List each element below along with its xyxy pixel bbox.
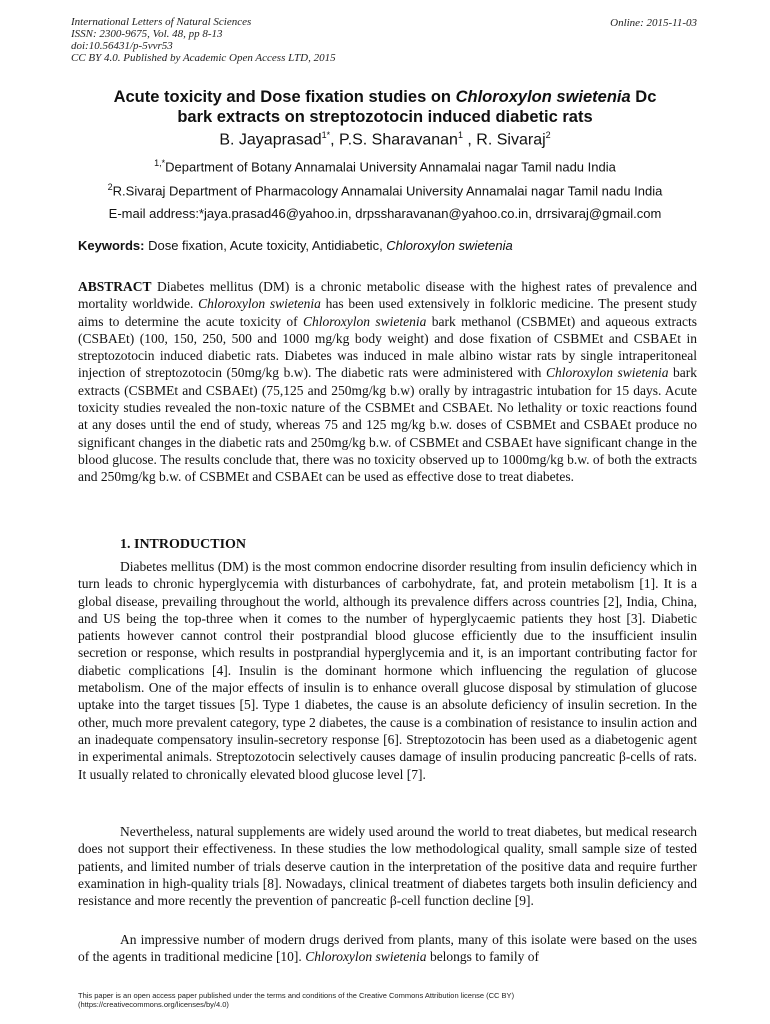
author-list bbox=[60, 130, 710, 149]
intro-paragraph-2: Nevertheless, natural supplements are widely used around the world to treat diabetes, but medical research does not support their effectiveness. In these studies the low methodological quality, small sample size of tested patients, and limited number of trials deserve caution in the interpretation of the positive data and require further examination in high-quality trials [8]. Nowadays, clinical treatment of diabetes targets both insulin deficiency and resistance and more recently the prevention of pancreatic β-cell function decline [9]. bbox=[78, 824, 697, 909]
affiliation-1 bbox=[60, 158, 710, 174]
intro-paragraph-1: Diabetes mellitus (DM) is the most common endocrine disorder resulting from insulin deficiency which in turn leads to chronic hyperglycemia with disturbances of carbohydrate, fat, and protein metabolism [1]. It is a global disease, prevailing throughout the world, although its prevalence differs across countries [2], India, China, and US being the top-three when it comes to the number of hyperglycaemic patients they host [3]. Diabetic patients however cannot control their postprandial blood glucose efficiently due to the insufficient insulin secretion or response, which results in postprandial hyperglycemia and it, is an important contributing factor for diabetic complications [4]. Insulin is the dominant hormone which influencing the regulation of glucose metabolism. One of the major effects of insulin is to enhance overall glucose disposal by stimulation of glucose uptake into the target tissues [5]. Type 1 diabetes, the cause is an absolute deficiency of insulin secretion. In the other, much more prevalent category, type 2 diabetes, the cause is a combination of resistance to insulin action and an inadequate compensatory insulin-secretory response [6]. Streptozotocin has been used as a diabetogenic agent in experimental animals. Streptozotocin selectively causes damage of insulin producing pancreatic β-cells of rats. It usually related to chronically elevated blood glucose level [7]. bbox=[78, 559, 698, 782]
title-line1-pre: Acute toxicity and Dose fixation studies on bbox=[113, 88, 456, 106]
title-species: Chloroxylon swietenia bbox=[455, 88, 631, 106]
abstract-text-4: bark extracts (CSBMEt and CSBAEt) (75,125 and 250mg/kg b.w) orally by intragastric intubation for 15 days. Acute toxicity studies revealed the non-toxic nature of the CSBMEt and CSBAEt. No lethality or toxic reactions found at any doses until the end of study, whereas 75 and 125 mg/kg b.w. doses of CSBMEt and CSBAEt produce no significant changes in the diabetic rats and 250mg/kg b.w. of CSBMEt and CSBAEt have significant change in the blood glucose. The results conclude that, there was no toxicity observed up to 1000mg/kg b.w. of both the extracts and 250mg/kg b.w. of CSBMEt and CSBAEt can be used as effective dose to treat diabetes. bbox=[78, 365, 697, 485]
affiliation-1-sup: 1,* bbox=[154, 158, 166, 168]
abstract bbox=[78, 278, 697, 486]
intro-p3-species: Chloroxylon swietenia bbox=[305, 949, 427, 965]
abstract-text-2: has been used extensively in folkloric medicine. The present study aims to determine the acute toxicity of bbox=[78, 296, 697, 329]
keywords bbox=[78, 238, 513, 253]
abstract-species-1: Chloroxylon swietenia bbox=[198, 296, 321, 312]
title-line2: bark extracts on streptozotocin induced diabetic rats bbox=[177, 108, 593, 126]
keywords-label: Keywords: bbox=[78, 238, 145, 253]
abstract-species-3: Chloroxylon swietenia bbox=[545, 365, 669, 381]
abstract-species-2: Chloroxylon swietenia bbox=[303, 313, 427, 329]
affiliation-1-text: Department of Botany Annamalai University Annamalai nagar Tamil nadu India bbox=[165, 159, 616, 175]
author-3: , R. Sivaraj bbox=[462, 131, 546, 149]
journal-name: International Letters of Natural Sciences bbox=[71, 16, 252, 28]
section-heading: 1. INTRODUCTION bbox=[120, 537, 247, 552]
author-2: , P.S. Sharavanan bbox=[330, 131, 458, 149]
doi-line: doi:10.56431/p-5vvr53 bbox=[71, 40, 173, 52]
license-footer bbox=[78, 991, 514, 1009]
abstract-label: ABSTRACT bbox=[78, 279, 152, 294]
license-line: CC BY 4.0. Published by Academic Open Access LTD, 2015 bbox=[71, 52, 336, 64]
affiliation-2-sup: 2 bbox=[107, 182, 113, 192]
intro-p3-text: An impressive number of modern drugs derived from plants, many of this isolate were based on the uses of the agents in traditional medicine [10]. bbox=[78, 932, 697, 965]
keywords-species: Chloroxylon swietenia bbox=[386, 238, 513, 253]
footer-line-2: (https://creativecommons.org/licenses/by/4.0) bbox=[78, 1000, 229, 1009]
keywords-text: Dose fixation, Acute toxicity, Antidiabetic, bbox=[144, 238, 387, 253]
author-1: B. Jayaprasad bbox=[219, 131, 322, 149]
intro-paragraph-3 bbox=[78, 931, 697, 966]
author-1-sup: 1* bbox=[321, 130, 331, 140]
author-2-sup: 1 bbox=[457, 130, 463, 140]
abstract-text-3: bark methanol (CSBMEt) and aqueous extracts (CSBAEt) (100, 150, 250, 500 and 1000 mg/kg body weight) and dose fixation of CSBMEt and CSBAEt in streptozotocin induced diabetic rats. Diabetes was induced in male albino wistar rats by single intraperitoneal injection of streptozotocin (50mg/kg b.w). The diabetic rats were administered with bbox=[78, 313, 697, 381]
affiliation-2-text: R.Sivaraj Department of Pharmacology Annamalai University Annamalai nagar Tamil nadu India bbox=[112, 183, 663, 199]
abstract-text-1: Diabetes mellitus (DM) is a chronic metabolic disease with the highest rates of prevalence and mortality worldwide. bbox=[78, 279, 697, 312]
online-date: Online: 2015-11-03 bbox=[610, 17, 697, 29]
issn-line: ISSN: 2300-9675, Vol. 48, pp 8-13 bbox=[71, 28, 223, 40]
affiliation-2 bbox=[60, 182, 710, 198]
intro-p3-tail: belongs to family of bbox=[426, 949, 540, 965]
footer-line-1: This paper is an open access paper published under the terms and conditions of the Creative Commons Attribution license (CC BY) bbox=[78, 991, 515, 1000]
email-addresses: E-mail address:*jaya.prasad46@yahoo.in, drpssharavanan@yahoo.co.in, drrsivaraj@gmail.com bbox=[108, 206, 662, 221]
author-3-sup: 2 bbox=[545, 130, 551, 140]
title-line1-post: Dc bbox=[630, 88, 657, 106]
paper-title bbox=[60, 87, 710, 127]
